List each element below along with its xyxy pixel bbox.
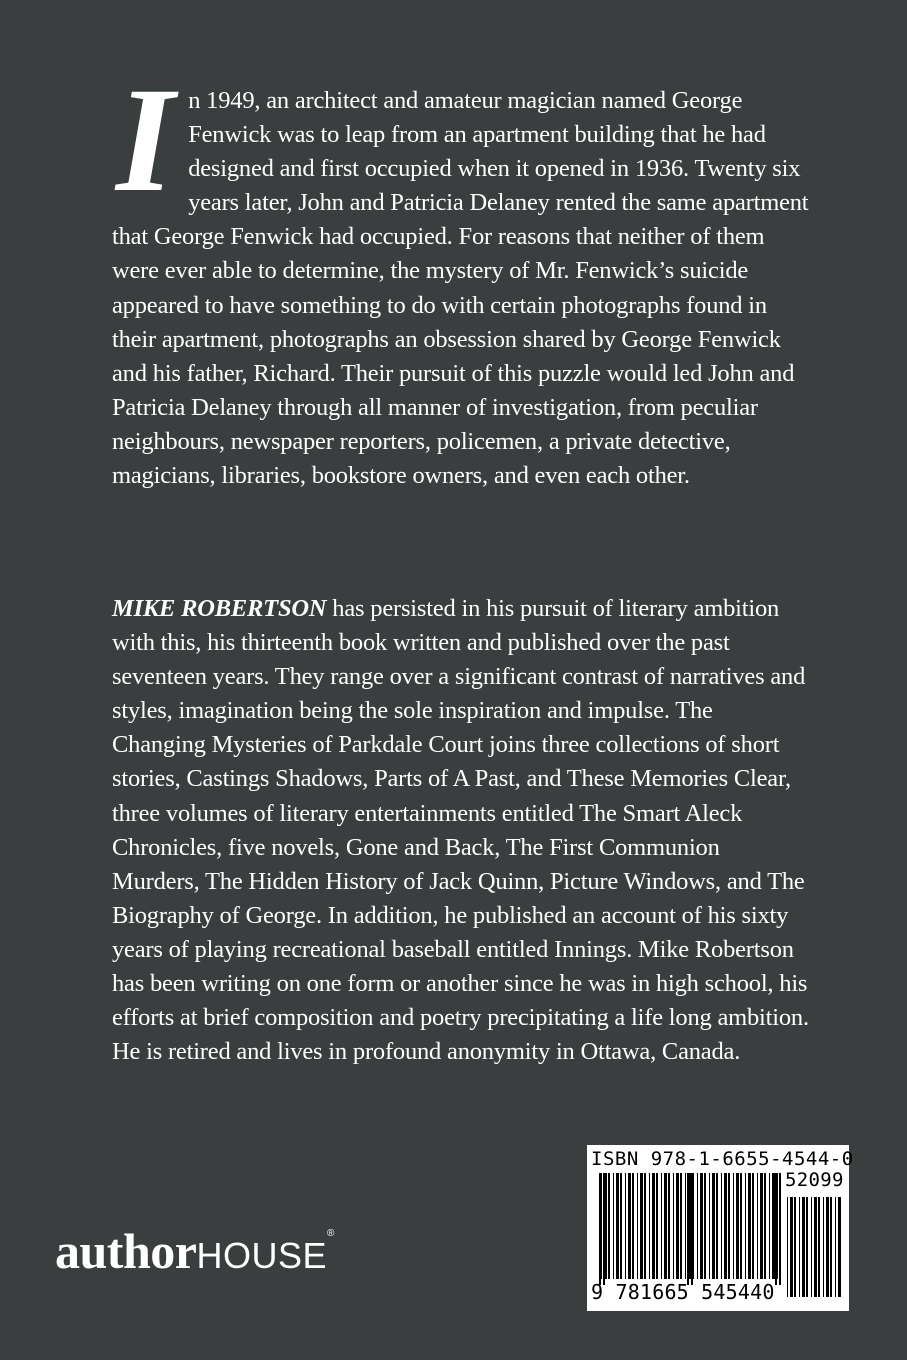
isbn-barcode [587,1145,854,1311]
barcode-bar [724,1173,727,1279]
barcode-bar [799,1197,800,1297]
barcode-bar [736,1173,739,1279]
barcode-bar [757,1173,758,1279]
barcode-guard-bar [775,1173,777,1285]
author-name: MIKE ROBERTSON [112,595,327,622]
publisher-logo-author: author [55,1223,197,1279]
barcode-bar [811,1197,812,1297]
barcode-bar [656,1173,658,1279]
barcode-bar [733,1173,734,1279]
author-bio-paragraph [112,592,812,1069]
barcode-bar [685,1173,686,1279]
barcode-bar [721,1173,722,1279]
barcode-bar [601,1173,602,1279]
barcode-bar [764,1173,766,1279]
barcode-guard-bar [779,1173,781,1285]
synopsis-text: n 1949, an architect and amateur magician named George Fenwick was to leap from an apartment building that he had designed and first occupied when it opened in 1936. Twenty six years later, John and Patricia Delaney rented the same apartment that George Fenwick had occupied. For reasons that neither of them were ever able to determine, the mystery of Mr. Fenwick’s suicide appeared to have something to do with certain photographs found in their apartment, photographs an obsession shared by George Fenwick and his father, Richard. Their pursuit of this puzzle would led John and Patricia Delaney through all manner of investigation, from peculiar neighbours, newspaper reporters, policemen, a private detective, magicians, libraries, bookstore owners, and even each other. [112,87,809,490]
barcode-bar [818,1197,820,1297]
barcode-bar [716,1173,718,1279]
barcode-bar [745,1173,746,1279]
author-bio-text: has persisted in his pursuit of literary ambition with this, his thirteenth book written and published over the past seventeen years. They range over a significant contrast of narratives and styles, imagination being the sole inspiration and impulse. The Changing Mysteries of Parkdale Court joins three collections of short stories, Castings Shadows, Parts of A Past, and These Memories Clear, three volumes of literary entertainments entitled The Smart Aleck Chronicles, five novels, Gone and Back, The First Communion Murders, The Hidden History of Jack Quinn, Picture Windows, and The Biography of George. In addition, he published an account of his sixty years of playing recreational baseball entitled Innings. Mike Robertson has been writing on one form or another since he was in high school, his efforts at brief composition and poetry precipitating a life long ambition. He is retired and lives in profound anonymity in Ottawa, Canada. [112,595,809,1066]
barcode-bar [673,1173,674,1279]
barcode-bar [649,1173,650,1279]
barcode-bar [823,1197,824,1297]
barcode-guard-bar [603,1173,605,1285]
barcode-bar [680,1173,682,1279]
barcode-bar [664,1173,667,1279]
barcode-bar [802,1197,805,1297]
barcode-bar [760,1173,763,1279]
barcode-bar [616,1173,619,1279]
barcode-bar [826,1197,829,1297]
barcode-guard-bar [599,1173,601,1285]
barcode-bar [769,1173,770,1279]
author-bio-block [112,592,812,1069]
synopsis-paragraph [112,57,812,493]
barcode-bar [613,1173,614,1279]
barcode-bar [637,1173,638,1279]
barcode-bar [628,1173,631,1279]
barcode-guard-bar [687,1173,689,1285]
barcode-bar [838,1197,841,1297]
barcode-bar [608,1173,610,1279]
publisher-logo [55,1222,334,1280]
barcode-bar [632,1173,634,1279]
barcode-bar [697,1173,698,1279]
drop-cap: I [116,57,175,223]
barcode-bar [728,1173,730,1279]
barcode-bar [700,1173,703,1279]
barcode-bar [787,1197,788,1297]
barcode-bar [668,1173,670,1279]
barcode-bar [772,1173,775,1279]
barcode-bar [704,1173,706,1279]
barcode-bar [748,1173,751,1279]
barcode-bar [814,1197,817,1297]
barcode-bar [830,1197,832,1297]
barcode-bar [712,1173,715,1279]
publisher-logo-house: HOUSE [196,1235,327,1276]
barcode-bar [644,1173,646,1279]
barcode-bar [709,1173,710,1279]
barcode-bar [740,1173,742,1279]
barcode-bar [625,1173,626,1279]
synopsis-block [112,57,812,493]
barcode-bar [752,1173,754,1279]
isbn-number: ISBN 978-1-6655-4544-0 [591,1148,854,1170]
barcode-bar [640,1173,643,1279]
barcode-bar [620,1173,622,1279]
barcode-bar [794,1197,796,1297]
barcode-bar [661,1173,662,1279]
barcode-bar [835,1197,836,1297]
barcode-bar [652,1173,655,1279]
barcode-bar [790,1197,793,1297]
registered-mark: ® [327,1228,335,1239]
ean-digits: 9 781665 545440 [591,1280,775,1304]
barcode-bar [676,1173,679,1279]
barcode-bar [806,1197,808,1297]
barcode-guard-bar [691,1173,693,1285]
price-code: 52099 [785,1169,844,1191]
